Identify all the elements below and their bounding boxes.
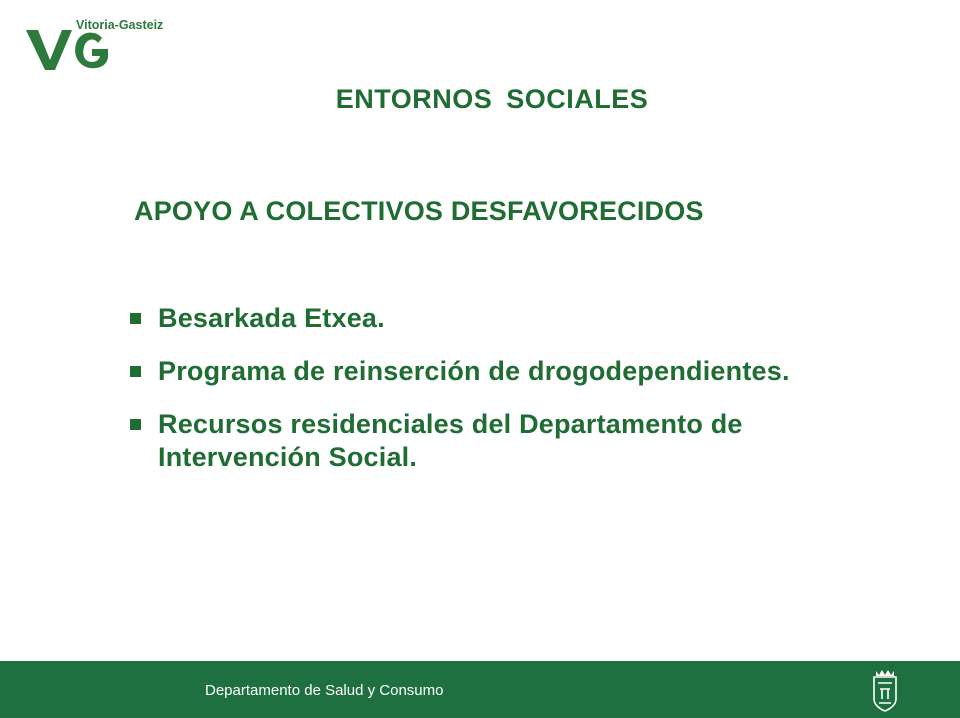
bullet-text: Recursos residenciales del Departamento de [158, 409, 743, 439]
footer-bar [0, 661, 960, 718]
bullet-text: Programa de reinserción de drogodependientes. [158, 356, 790, 386]
slide-subtitle: APOYO A COLECTIVOS DESFAVORECIDOS [134, 196, 704, 226]
bullet-item [130, 302, 790, 335]
logo-wordmark: Vitoria-Gasteiz [76, 18, 164, 32]
city-crest-icon [868, 667, 902, 713]
bullet-item [130, 355, 790, 388]
bullet-text: Besarkada Etxea. [158, 303, 385, 333]
bullet-square-icon [130, 366, 141, 377]
bullet-list [130, 302, 790, 494]
bullet-square-icon [130, 313, 141, 324]
bullet-square-icon [130, 419, 141, 430]
vitoria-gasteiz-logo [24, 16, 184, 72]
slide-title: ENTORNOS SOCIALES [335, 84, 649, 114]
department-label: Departamento de Salud y Consumo [205, 682, 444, 699]
bullet-item [130, 408, 790, 474]
bullet-text-continued: Intervención Social. [158, 442, 418, 472]
